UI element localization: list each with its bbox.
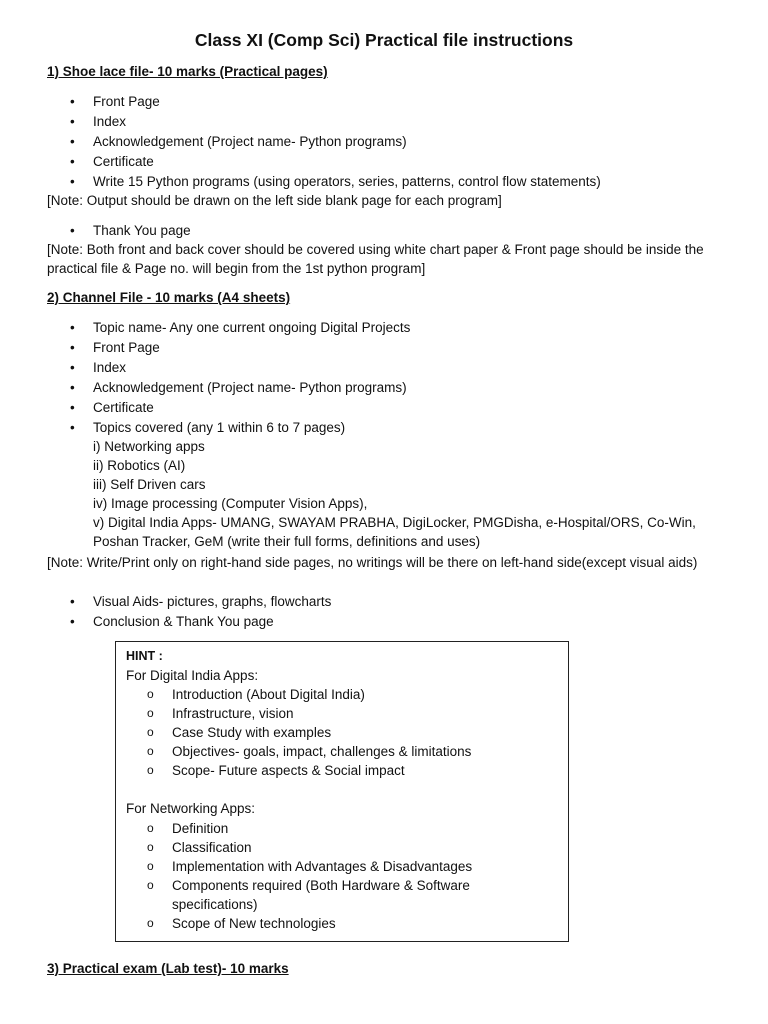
digital-india-list xyxy=(126,685,546,780)
list-item: o Case Study with examples xyxy=(147,725,332,740)
list-item: • Write 15 Python programs (using operators, series, patterns, control flow statements) xyxy=(70,174,601,189)
topic-item: iii) Self Driven cars xyxy=(93,477,206,492)
section2-list-2 xyxy=(47,592,331,632)
list-item: o Scope of New technologies xyxy=(147,916,336,931)
section1-note-output: [Note: Output should be drawn on the left side blank page for each program] xyxy=(47,193,502,208)
list-item: • Certificate xyxy=(70,400,154,415)
list-item: • Conclusion & Thank You page xyxy=(70,614,274,629)
topic-item: Poshan Tracker, GeM (write their full forms, definitions and uses) xyxy=(93,534,481,549)
list-item: o Components required (Both Hardware & Software specifications) xyxy=(147,878,470,912)
list-item: o Definition xyxy=(147,821,229,836)
list-item: o Scope- Future aspects & Social impact xyxy=(147,763,405,778)
section1-heading: 1) Shoe lace file- 10 marks (Practical pages) xyxy=(47,64,328,79)
list-item: • Acknowledgement (Project name- Python programs) xyxy=(70,134,407,149)
list-item: • Front Page xyxy=(70,340,160,355)
list-item: o Implementation with Advantages & Disadvantages xyxy=(147,859,473,874)
topics-sublist xyxy=(93,437,696,551)
digital-india-heading: For Digital India Apps: xyxy=(126,668,259,683)
page-title: Class XI (Comp Sci) Practical file instructions xyxy=(194,30,574,50)
list-item: • Index xyxy=(70,360,127,375)
section2-list xyxy=(47,318,410,438)
networking-list xyxy=(126,819,506,933)
section3-heading: 3) Practical exam (Lab test)- 10 marks xyxy=(47,961,289,976)
list-item: o Infrastructure, vision xyxy=(147,706,294,721)
section1-list xyxy=(47,92,601,192)
list-item: • Thank You page xyxy=(70,223,191,238)
section2-heading: 2) Channel File - 10 marks (A4 sheets) xyxy=(47,290,291,305)
topic-item: iv) Image processing (Computer Vision Apps), xyxy=(93,496,368,511)
list-item: • Index xyxy=(70,114,127,129)
list-item: • Topic name- Any one current ongoing Digital Projects xyxy=(70,320,411,335)
topic-item: v) Digital India Apps- UMANG, SWAYAM PRABHA, DigiLocker, PMGDisha, e-Hospital/ORS, Co-Win, xyxy=(93,515,696,530)
list-item: • Front Page xyxy=(70,94,160,109)
list-item: o Classification xyxy=(147,840,252,855)
section1-list-thanks xyxy=(47,221,191,241)
section1-note-cover: [Note: Both front and back cover should be covered using white chart paper & Front page should be inside the practical file & Page no. will begin from the 1st python program] xyxy=(47,242,704,276)
list-item: o Introduction (About Digital India) xyxy=(147,687,365,702)
hint-label: HINT : xyxy=(126,649,163,663)
list-item: • Certificate xyxy=(70,154,154,169)
topic-item: i) Networking apps xyxy=(93,439,205,454)
list-item: • Visual Aids- pictures, graphs, flowcharts xyxy=(70,594,332,609)
topic-item: ii) Robotics (AI) xyxy=(93,458,186,473)
list-item: o Objectives- goals, impact, challenges & limitations xyxy=(147,744,472,759)
hint-box xyxy=(115,641,569,942)
list-item: • Topics covered (any 1 within 6 to 7 pages) xyxy=(70,420,346,435)
section2-note: [Note: Write/Print only on right-hand side pages, no writings will be there on left-hand side(except visual aids) xyxy=(47,555,698,570)
networking-heading: For Networking Apps: xyxy=(126,801,256,816)
list-item: • Acknowledgement (Project name- Python programs) xyxy=(70,380,407,395)
